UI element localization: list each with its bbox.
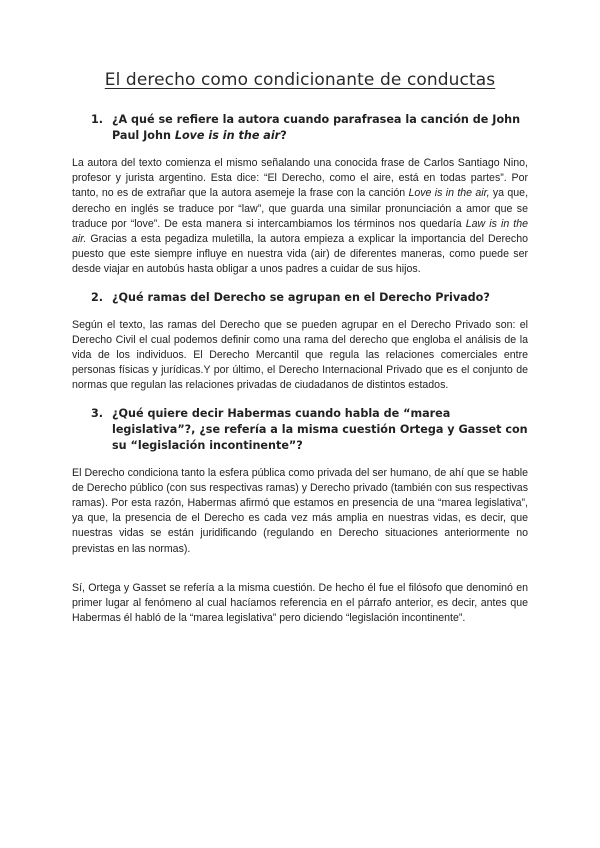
answer-1-paragraph (72, 156, 528, 278)
answer-2-paragraph: Según el texto, las ramas del Derecho que se pueden agrupar en el Derecho Privado son: el Derecho Civil el cual podemos definir como una rama del derecho que engloba el análisis de la vida de los individuos. El Derecho Mercantil que regula las relaciones comerciales entre personas físicas y jurídicas.Y por último, el Derecho Internacional Privado que es el conjunto de normas que regulan las relaciones privadas de ciudadanos de distintos estados. (72, 318, 528, 392)
question-1-song-title: Love is in the air (174, 129, 281, 142)
question-1-text-b: ? (280, 129, 287, 142)
answer-1-part-c: Gracias a esta pegadiza muletilla, la autora empieza a explicar la importancia del Derecho puesto que este siempre influye en nuestra vida (air) de diferentes maneras, como puede ser desde viajar en autobús hasta obligar a unos padres a cuidar de sus hijos. (72, 233, 528, 276)
answer-1-song-title: Love is in the air, (408, 187, 490, 200)
question-1-number: 1. (91, 113, 104, 126)
answer-3-paragraph-1: El Derecho condiciona tanto la esfera pública como privada del ser humano, de ahí que se hable de Derecho público (con sus respectivas ramas) y Derecho privado (también con sus respectivas ramas). Por esta razón, Habermas afirmó que estamos en presencia de una “marea legislativa”, ya que, la presencia de el Derecho es cada vez más amplia en nuestras vidas, es decir, que nuestras vidas se están juridificando (regulando en Derecho situaciones anteriormente no previstas en las normas). (72, 466, 528, 555)
question-2-number: 2. (91, 290, 104, 304)
answer-3-paragraph-2: Sí, Ortega y Gasset se refería a la misma cuestión. De hecho él fue el filósofo que denominó en primer lugar al fenómeno al cual hacíamos referencia en el párrafo anterior, es decir, antes que Habermas él habló de la “marea legislativa” pero diciendo “legislación incontinente”. (72, 581, 528, 625)
question-2-text: ¿Qué ramas del Derecho se agrupan en el Derecho Privado? (112, 290, 490, 304)
answer-1-part-a: La autora del texto comienza el mismo señalando una conocida frase de Carlos Santiago Nino, profesor y jurista argentino. Esta dice: “El Derecho, como el aire, está en todas partes”. Por tanto, no es de extrañar que la autora asemeje la frase con la canción (72, 157, 528, 200)
answer-1-part-b: ya que, derecho en inglés se traduce por “law”, que guarda una similar pronunciación a amor que se traduce por “love”. De esta manera si intercambiamos los términos nos quedaría (72, 187, 529, 230)
question-1-text-a: ¿A qué se refiere la autora cuando parafrasea la canción de John Paul John (112, 113, 521, 142)
question-3-text: ¿Qué quiere decir Habermas cuando habla de “marea legislativa”?, ¿se refería a la misma cuestión Ortega y Gasset con su “legislación incontinente”? (112, 406, 528, 452)
answer-1-law-phrase: Law is in the air. (72, 217, 528, 246)
question-1 (72, 112, 528, 144)
question-2 (72, 290, 528, 306)
question-3-number: 3. (91, 406, 104, 420)
question-3 (72, 406, 528, 454)
document-title: El derecho como condicionante de conductas (104, 70, 496, 90)
